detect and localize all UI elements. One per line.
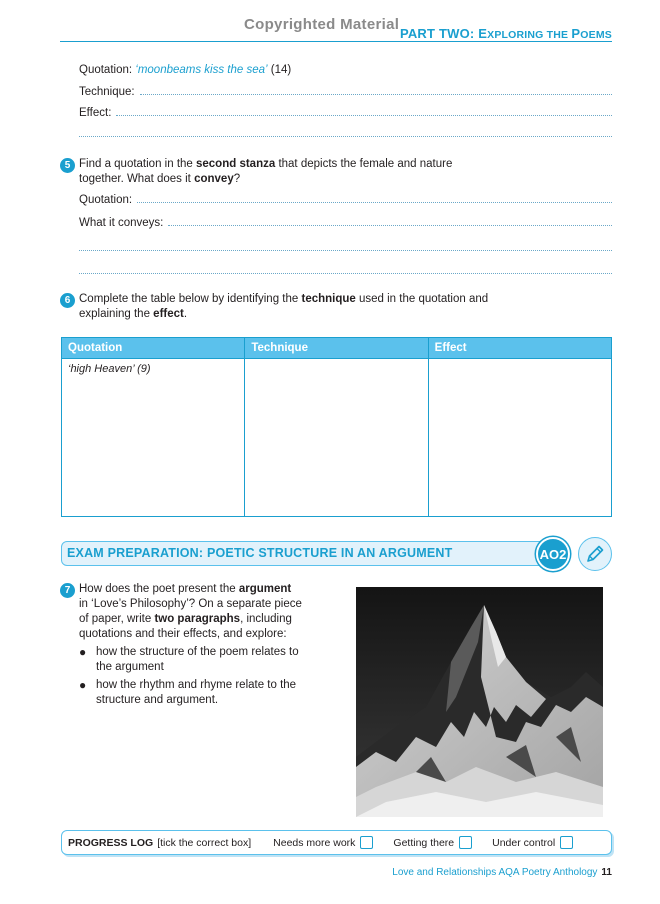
q6-l1-b: technique — [301, 293, 356, 305]
q5-quotation-row[interactable] — [79, 194, 612, 206]
progress-option-label: Needs more work — [273, 836, 356, 849]
table-header-quotation: Quotation — [62, 338, 245, 359]
q5-prompt-line-2 — [79, 172, 452, 187]
question-number-5: 5 — [60, 158, 75, 173]
header-rule — [60, 41, 612, 42]
q6-prompt-line-2 — [79, 307, 488, 322]
q4-quotation-label-text: Quotation: — [79, 64, 136, 76]
q7-line-2: in ‘Love’s Philosophy’? On a separate piece — [79, 598, 302, 610]
section-title-smallcaps-2: OEMS — [580, 29, 612, 41]
q4-answer-line[interactable] — [79, 136, 612, 137]
q7-line-1 — [79, 582, 339, 597]
checkbox-getting-there[interactable] — [459, 836, 472, 849]
q5-conveys-label: What it conveys: — [79, 217, 164, 229]
q5-quotation-label: Quotation: — [79, 194, 133, 206]
section-title-cap-2: P — [571, 26, 581, 41]
footer-book-title: Love and Relationships AQA Poetry Anthology — [392, 867, 598, 878]
q4-quotation-label — [79, 64, 291, 76]
copyright-watermark: Copyrighted Material — [244, 16, 400, 33]
q5-answer-line-2[interactable] — [79, 273, 612, 274]
q5-conveys-row[interactable] — [79, 217, 612, 229]
table-cell-effect[interactable] — [428, 359, 611, 517]
q6-l2-b: effect — [153, 308, 184, 320]
q4-technique-row[interactable] — [79, 86, 612, 98]
q6-prompt — [79, 292, 488, 322]
table-header-effect: Effect — [428, 338, 611, 359]
q6-l1-c: used in the quotation and — [355, 293, 489, 305]
q7-l3-c: , including — [240, 613, 292, 625]
progress-log-title: PROGRESS LOG — [68, 836, 154, 849]
q7-bullet-2 — [79, 678, 339, 708]
q4-effect-line[interactable] — [116, 115, 612, 116]
q4-effect-label: Effect: — [79, 107, 112, 119]
section-title — [400, 26, 612, 41]
q5-conveys-line[interactable] — [168, 225, 612, 226]
q7-l1-a: How does the poet present the — [79, 583, 239, 595]
q5-l1-c: that depicts the female and nature — [275, 158, 453, 170]
progress-log-note: [tick the correct box] — [157, 836, 252, 849]
q4-quotation-ref: (14) — [267, 64, 292, 76]
q7-prompt — [79, 582, 339, 642]
q5-l2-b: convey — [194, 173, 234, 185]
q7-l1-b: argument — [238, 583, 292, 595]
exam-preparation-title: EXAM PREPARATION: POETIC STRUCTURE IN AN ARGUMENT — [67, 546, 453, 560]
q5-l1-a: Find a quotation in the — [79, 158, 196, 170]
q6-l2-c: . — [183, 308, 188, 320]
q7-line-4: quotations and their effects, and explore: — [79, 628, 287, 640]
q5-prompt-line-1 — [79, 157, 452, 172]
q6-l2-a: explaining the — [79, 308, 154, 320]
table-header-technique: Technique — [245, 338, 428, 359]
q7-bullet-1-line-1: how the structure of the poem relates to — [96, 646, 299, 658]
page-footer — [392, 867, 612, 878]
progress-option-label: Under control — [492, 836, 556, 849]
q7-bullet-2-line-1: how the rhythm and rhyme relate to the — [96, 679, 297, 691]
ao2-badge: AO2 — [536, 537, 570, 571]
progress-option-label: Getting there — [393, 836, 455, 849]
q6-l1-a: Complete the table below by identifying the — [79, 293, 302, 305]
table-cell-technique[interactable] — [245, 359, 428, 517]
progress-option-getting-there[interactable] — [393, 836, 472, 849]
q5-answer-line-1[interactable] — [79, 250, 612, 251]
q5-l2-a: together. What does it — [79, 173, 195, 185]
q7-l3-b: two paragraphs — [154, 613, 241, 625]
progress-option-needs-more-work[interactable] — [273, 836, 373, 849]
q5-l2-c: ? — [233, 173, 241, 185]
page-number: 11 — [601, 867, 612, 878]
section-title-main: PART TWO: E — [399, 26, 488, 41]
progress-log — [61, 830, 612, 855]
q4-quotation-value: ‘moonbeams kiss the sea’ — [135, 64, 268, 76]
pencil-icon — [578, 537, 612, 571]
q7-bullet-1 — [79, 645, 339, 675]
progress-option-under-control[interactable] — [492, 836, 573, 849]
bullet-icon: ● — [79, 645, 87, 659]
question-number-7: 7 — [60, 583, 75, 598]
q7-line-3 — [79, 612, 339, 627]
q5-quotation-line[interactable] — [137, 202, 612, 203]
q4-quotation-row — [79, 64, 612, 76]
mountain-photo — [356, 587, 603, 817]
question-number-6: 6 — [60, 293, 75, 308]
technique-table — [61, 337, 612, 517]
bullet-icon: ● — [79, 678, 87, 692]
q7-bullet-1-line-2: the argument — [96, 661, 164, 673]
checkbox-under-control[interactable] — [560, 836, 573, 849]
checkbox-needs-more-work[interactable] — [360, 836, 373, 849]
q7-bullet-2-line-2: structure and argument. — [96, 694, 219, 706]
q4-effect-row[interactable] — [79, 107, 612, 119]
q6-prompt-line-1 — [79, 292, 488, 307]
q4-technique-line[interactable] — [140, 94, 612, 95]
q5-l1-b: second stanza — [196, 158, 276, 170]
table-row — [62, 359, 612, 517]
q7-l3-a: of paper, write — [79, 613, 155, 625]
section-title-smallcaps-1: XPLORING THE — [487, 29, 572, 41]
q5-prompt — [79, 157, 452, 187]
table-cell-quotation: ‘high Heaven’ (9) — [62, 359, 245, 517]
q4-technique-label: Technique: — [79, 86, 135, 98]
